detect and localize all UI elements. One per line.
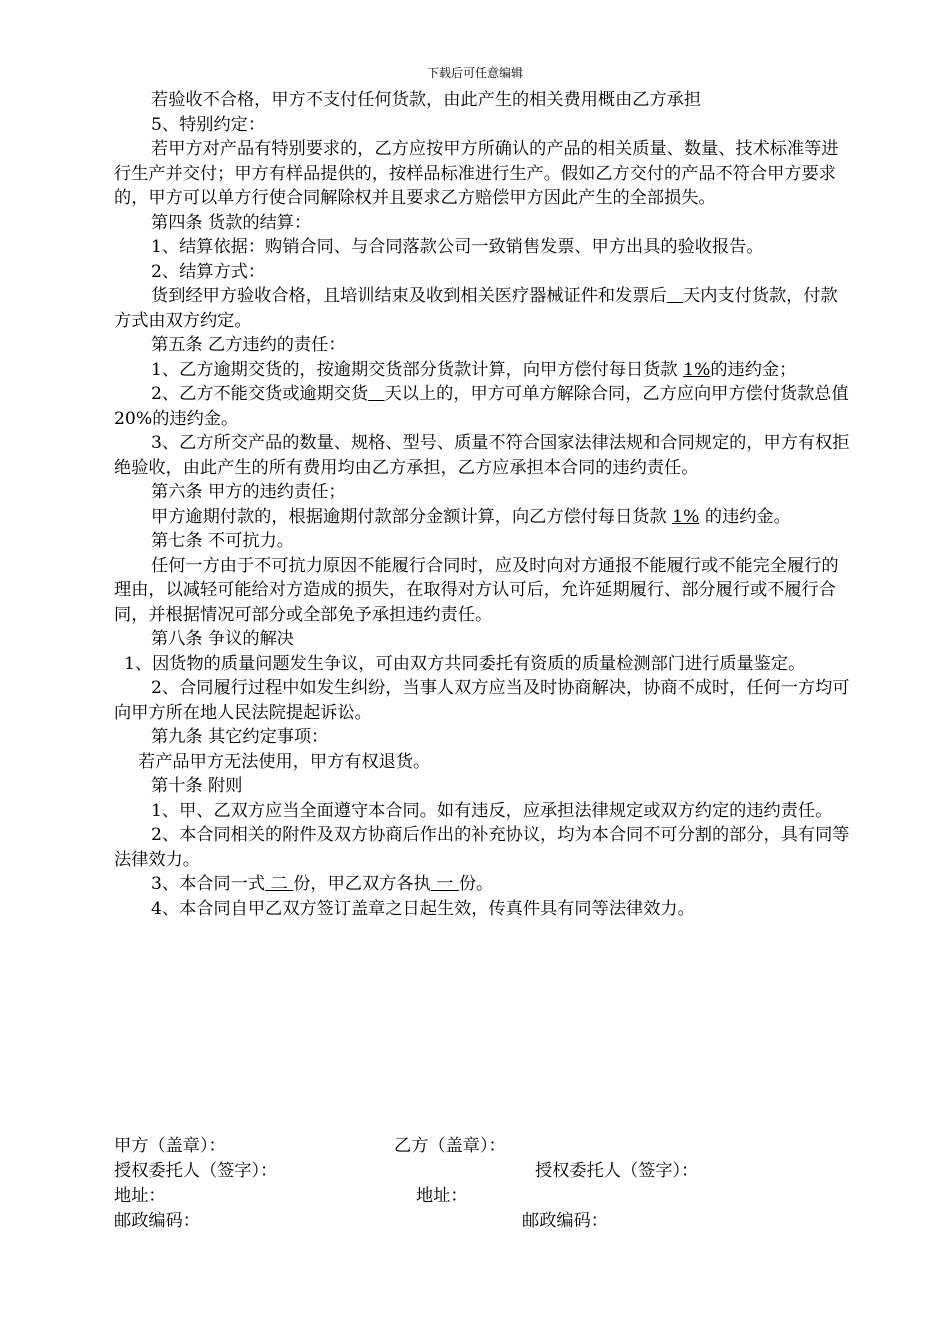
postcode-row [114,1209,854,1234]
article-heading: 第五条 乙方违约的责任： [151,335,346,355]
party-b-address-label: 地址： [416,1186,468,1206]
paragraph: 1、甲、乙双方应当全面遵守本合同。如有违反，应承担法律规定或双方约定的违约责任。 [151,800,833,821]
text: 1、乙方逾期交货的，按逾期交货部分货款计算，向甲方偿付每日货款 [151,359,684,380]
text: 甲方逾期付款的，根据逾期付款部分金额计算，向乙方偿付每日货款 [151,506,673,527]
paragraph: 2、本合同相关的附件及双方协商后作出的补充协议，均为本合同不可分割的部分，具有同等法律效力。 [114,825,850,870]
paragraph: 若产品甲方无法使用，甲方有权退货。 [138,751,431,772]
article-heading: 第六条 甲方的违约责任； [151,482,346,502]
paragraph: 2、结算方式： [151,261,266,282]
paragraph: 若验收不合格，甲方不支付任何货款，由此产生的相关费用概由乙方承担 [151,90,702,110]
article-heading: 第八条 争议的解决 [151,629,294,649]
party-a-seal-label: 甲方（盖章）： [114,1136,226,1156]
signature-block [114,1134,854,1234]
party-b-postcode-label: 邮政编码： [522,1211,608,1231]
paragraph: 3、乙方所交产品的数量、规格、型号、质量不符合国家法律法规和合同规定的，甲方有权拒绝验收，由此产生的所有费用均由乙方承担，乙方应承担本合同的违约责任。 [114,433,850,478]
address-row [114,1184,854,1209]
paragraph: 若甲方对产品有特别要求的，乙方应按甲方所确认的产品的相关质量、数量、技术标准等进行生产并交付；甲方有样品提供的，按样品标准进行生产。假如乙方交付的产品不符合甲方要求的，甲方可以单方行使合同解除权并且要求乙方赔偿甲方因此产生的全部损失。 [114,139,839,208]
paragraph [114,358,854,383]
text: 份，甲乙双方各执 [293,874,431,894]
text: 货到经甲方验收合格，且培训结束及收到相关医疗器械证件和发票后 [151,286,667,306]
blank-field [667,286,683,306]
text: 的违约金。 [699,506,791,527]
paragraph [114,872,854,897]
section-heading: 5、特别约定： [151,114,266,135]
party-a-address-label: 地址： [114,1186,166,1206]
blank-field [368,384,384,404]
page-header-note: 下载后可任意编辑 [426,66,523,80]
text: 天内支付货款，付款方式由双方约定。 [114,286,838,331]
article-heading: 第四条 货款的结算： [151,212,312,233]
article-heading: 第九条 其它约定事项： [151,727,329,747]
paragraph: 1、结算依据：购销合同、与合同落款公司一致销售发票、甲方出具的验收报告。 [151,237,764,257]
paragraph [114,505,854,530]
copies-total: 二 [270,874,288,894]
percent-value: 1% [672,506,700,527]
percent-value: 1% [683,359,711,380]
paragraph [114,284,854,333]
party-b-agent-label: 授权委托人（签字）： [535,1161,699,1181]
text: 天以上的，甲方可单方解除合同，乙方应向甲方偿付货款总值 20%的违约金。 [114,384,849,429]
text: 2、乙方不能交货或逾期交货 [151,384,369,404]
copies-each: 一 [436,874,454,894]
paragraph: 2、合同履行过程中如发生纠纷，当事人双方应当及时协商解决，协商不成时，任何一方均可向甲方所在地人民法院提起诉讼。 [114,678,850,723]
article-heading: 第七条 不可抗力。 [151,531,294,551]
article-heading: 第十条 附则 [151,776,243,796]
agent-row [114,1159,854,1184]
paragraph: 任何一方由于不可抗力原因不能履行合同时，应及时向对方通报不能履行或不能完全履行的理由，以减轻可能给对方造成的损失，在取得对方认可后，允许延期履行、部分履行或不履行合同，并根据情况可部分或全部免予承担违约责任。 [114,555,839,625]
party-b-seal-label: 乙方（盖章）： [394,1136,506,1156]
text: 3、本合同一式 [151,874,266,894]
text: 份。 [458,874,494,894]
party-a-agent-label: 授权委托人（签字）： [114,1161,278,1181]
paragraph: 1、因货物的质量问题发生争议，可由双方共同委托有资质的质量检测部门进行质量鉴定。 [124,653,806,674]
paragraph [114,382,854,431]
paragraph: 4、本合同自甲乙双方签订盖章之日起生效，传真件具有同等法律效力。 [151,898,695,919]
seal-row [114,1134,854,1159]
text: 的违约金； [710,359,797,380]
contract-body [114,88,854,921]
party-a-postcode-label: 邮政编码： [114,1211,200,1231]
